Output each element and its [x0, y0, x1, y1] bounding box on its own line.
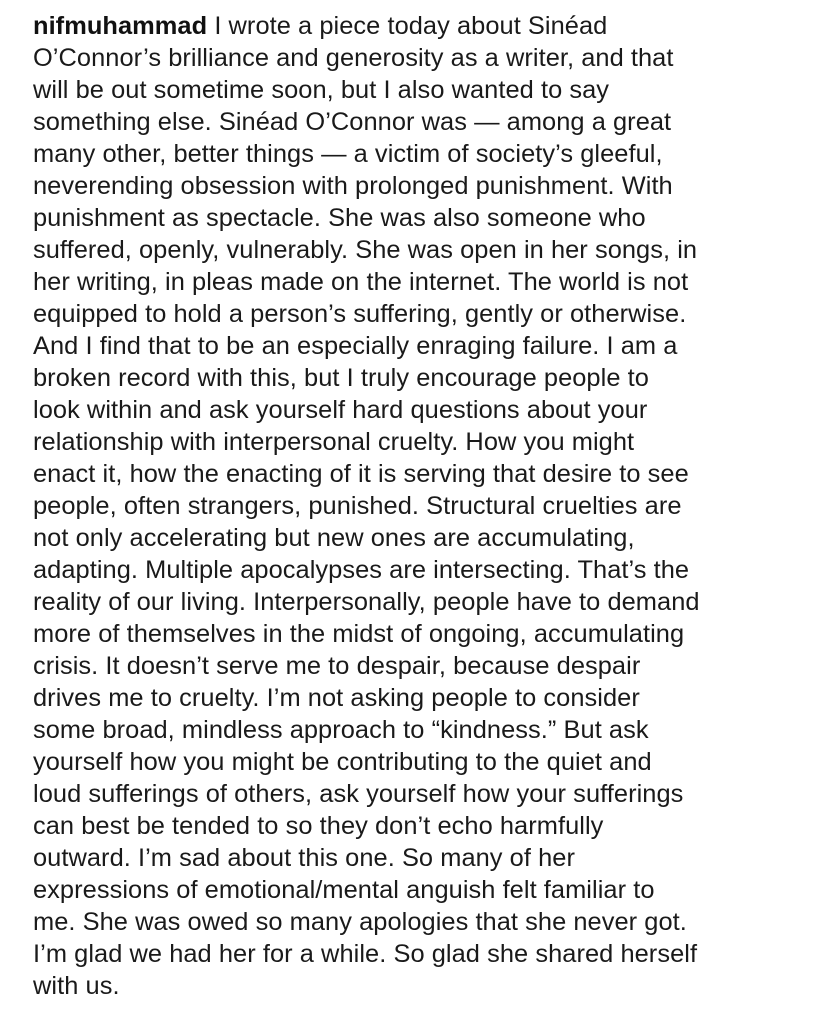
- caption-line: will be out sometime soon, but I also wanted to say: [33, 76, 610, 104]
- caption-line: loud sufferings of others, ask yourself how your sufferings: [33, 780, 684, 808]
- caption-line: And I find that to be an especially enraging failure. I am a: [33, 332, 678, 360]
- caption-line: not only accelerating but new ones are accumulating,: [33, 524, 635, 552]
- caption-line: some broad, mindless approach to “kindness.” But ask: [33, 716, 649, 744]
- caption-line: something else. Sinéad O’Connor was — among a great: [33, 108, 672, 136]
- caption-line: outward. I’m sad about this one. So many of her: [33, 844, 575, 872]
- caption-line: suffered, openly, vulnerably. She was open in her songs, in: [33, 236, 698, 264]
- caption-line: many other, better things — a victim of society’s gleeful,: [33, 140, 663, 168]
- caption-line: reality of our living. Interpersonally, people have to demand: [33, 588, 700, 616]
- caption-line: O’Connor’s brilliance and generosity as a writer, and that: [33, 44, 674, 72]
- caption-line-1: [33, 10, 819, 42]
- caption-line: drives me to cruelty. I’m not asking people to consider: [33, 684, 640, 712]
- caption-line: neverending obsession with prolonged punishment. With: [33, 172, 673, 200]
- caption-line: more of themselves in the midst of ongoing, accumulating: [33, 620, 685, 648]
- caption-line: yourself how you might be contributing to the quiet and: [33, 748, 652, 776]
- post-caption: [33, 10, 819, 1002]
- caption-line: me. She was owed so many apologies that she never got.: [33, 908, 687, 936]
- caption-line: equipped to hold a person’s suffering, gently or otherwise.: [33, 300, 687, 328]
- caption-line: people, often strangers, punished. Structural cruelties are: [33, 492, 682, 520]
- caption-text: I wrote a piece today about Sinéad: [214, 12, 608, 40]
- username-link[interactable]: nifmuhammad: [33, 12, 208, 40]
- caption-line: expressions of emotional/mental anguish felt familiar to: [33, 876, 655, 904]
- caption-line: her writing, in pleas made on the internet. The world is not: [33, 268, 689, 296]
- caption-line: punishment as spectacle. She was also someone who: [33, 204, 646, 232]
- caption-line: adapting. Multiple apocalypses are intersecting. That’s the: [33, 556, 690, 584]
- caption-line: look within and ask yourself hard questions about your: [33, 396, 648, 424]
- caption-line: crisis. It doesn’t serve me to despair, because despair: [33, 652, 641, 680]
- caption-line: relationship with interpersonal cruelty. How you might: [33, 428, 635, 456]
- caption-line: I’m glad we had her for a while. So glad she shared herself: [33, 940, 698, 968]
- caption-line: with us.: [33, 972, 120, 1000]
- caption-line: broken record with this, but I truly encourage people to: [33, 364, 649, 392]
- caption-line: enact it, how the enacting of it is serving that desire to see: [33, 460, 689, 488]
- caption-line: can best be tended to so they don’t echo harmfully: [33, 812, 604, 840]
